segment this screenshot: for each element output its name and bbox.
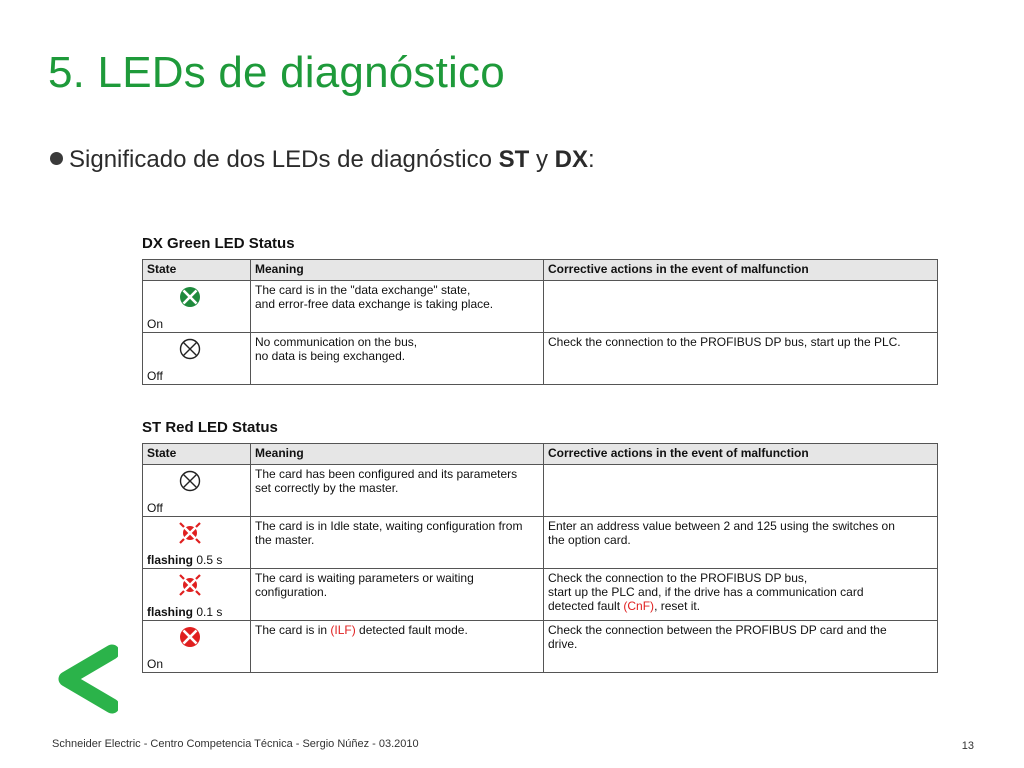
bullet-st: ST (498, 146, 530, 173)
red-led-flashing-icon (179, 522, 201, 544)
green-led-on-icon (179, 286, 201, 308)
action-line: the option card. (548, 533, 631, 547)
action-cell (544, 281, 938, 333)
state-cell (143, 569, 251, 621)
table-header-row (143, 444, 938, 465)
meaning-line (255, 623, 539, 637)
header-actions: Corrective actions in the event of malfunction (544, 260, 938, 281)
meaning-cell (251, 333, 544, 385)
led-off-icon (179, 470, 201, 492)
back-chevron-icon[interactable] (52, 644, 118, 714)
meaning-cell (251, 517, 544, 569)
bullet-dx: DX (554, 146, 588, 173)
bullet-prefix: Significado de dos LEDs de diagnóstico (69, 146, 499, 173)
state-label: On (147, 657, 164, 671)
action-cell (544, 569, 938, 621)
page-number: 13 (961, 740, 974, 752)
action-line: drive. (548, 637, 578, 651)
action-text: detected fault (548, 599, 624, 613)
table-row (143, 465, 938, 517)
meaning-line: set correctly by the master. (255, 481, 399, 495)
meaning-line: The card has been configured and its parameters (255, 467, 518, 481)
st-table-title: ST Red LED Status (142, 419, 278, 436)
meaning-cell (251, 621, 544, 673)
meaning-line: the master. (255, 533, 315, 547)
table-row (143, 333, 938, 385)
header-meaning: Meaning (251, 260, 544, 281)
meaning-line: no data is being exchanged. (255, 349, 406, 363)
state-label: Off (147, 369, 163, 383)
table-header-row (143, 260, 938, 281)
state-label (147, 553, 222, 567)
dx-table-title: DX Green LED Status (142, 235, 295, 252)
meaning-cell (251, 281, 544, 333)
action-cell: Check the connection to the PROFIBUS DP bus, start up the PLC. (544, 333, 938, 385)
footer-text: Schneider Electric - Centro Competencia Técnica - Sergio Núñez - 03.2010 (52, 738, 419, 750)
state-cell (143, 517, 251, 569)
header-state: State (143, 444, 251, 465)
meaning-text: The card is in (255, 623, 331, 637)
meaning-line: The card is waiting parameters or waiting (255, 571, 474, 585)
red-led-flashing-icon (179, 574, 201, 596)
action-cell (544, 517, 938, 569)
red-led-on-icon (179, 626, 201, 648)
state-label-rest: 0.5 s (193, 553, 223, 567)
state-label-bold: flashing (147, 553, 194, 567)
bullet-suffix: : (587, 146, 595, 173)
action-line: Enter an address value between 2 and 125 using the switches on (548, 519, 895, 533)
state-cell (143, 333, 251, 385)
header-meaning: Meaning (251, 444, 544, 465)
header-state: State (143, 260, 251, 281)
action-line: Check the connection between the PROFIBUS DP card and the (548, 623, 887, 637)
table-row (143, 621, 938, 673)
table-row (143, 569, 938, 621)
slide-title: 5. LEDs de diagnóstico (48, 48, 505, 97)
action-line (548, 599, 933, 613)
state-label: Off (147, 501, 163, 515)
header-actions: Corrective actions in the event of malfunction (544, 444, 938, 465)
fault-code-ilf: (ILF) (330, 623, 356, 637)
meaning-cell (251, 465, 544, 517)
dx-led-table (142, 259, 938, 385)
table-row (143, 281, 938, 333)
state-label-rest: 0.1 s (193, 605, 223, 619)
state-label-bold: flashing (147, 605, 194, 619)
state-cell (143, 465, 251, 517)
action-line: Check the connection to the PROFIBUS DP bus, (548, 571, 808, 585)
bullet-dot-icon (50, 152, 63, 165)
meaning-line: No communication on the bus, (255, 335, 418, 349)
action-cell (544, 621, 938, 673)
state-cell (143, 281, 251, 333)
fault-code-cnf: (CnF) (623, 599, 655, 613)
bullet-middle: y (529, 146, 555, 173)
meaning-text: detected fault mode. (355, 623, 468, 637)
meaning-line: The card is in Idle state, waiting configuration from (255, 519, 523, 533)
table-row (143, 517, 938, 569)
action-text: , reset it. (654, 599, 701, 613)
state-cell (143, 621, 251, 673)
state-label (147, 605, 222, 619)
state-label: On (147, 317, 164, 331)
st-led-table (142, 443, 938, 673)
meaning-line: The card is in the "data exchange" state, (255, 283, 471, 297)
meaning-cell (251, 569, 544, 621)
meaning-line: configuration. (255, 585, 328, 599)
led-off-icon (179, 338, 201, 360)
action-line: start up the PLC and, if the drive has a communication card (548, 585, 864, 599)
action-cell (544, 465, 938, 517)
meaning-line: and error-free data exchange is taking place. (255, 297, 494, 311)
bullet-text (50, 146, 595, 174)
